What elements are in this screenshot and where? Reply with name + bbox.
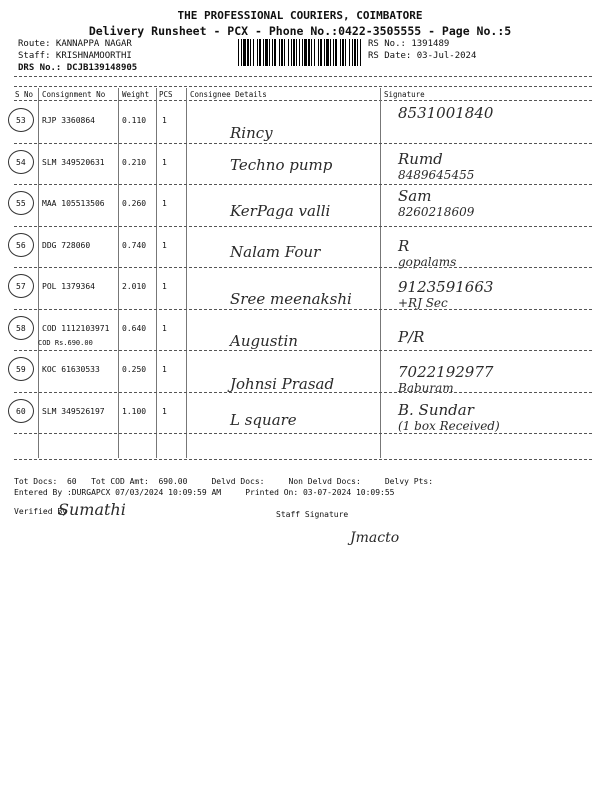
weight: 2.010: [122, 282, 147, 291]
signature-handwritten: Rumd: [398, 149, 443, 168]
weight: 0.110: [122, 116, 147, 125]
rs-date: RS Date: 03-Jul-2024: [368, 51, 477, 61]
consignment-no: SLM 349526197: [42, 406, 105, 416]
consignment-no: MAA 105513506: [42, 199, 105, 208]
sno: 54: [16, 157, 26, 167]
totals-line: Tot Docs: 60 Tot COD Amt: 690.00 Delvd Docs: Non Delvd Docs: Delvy Pts:: [14, 477, 434, 486]
pcs: 1: [162, 157, 167, 167]
company-title: THE PROFESSIONAL COURIERS, COIMBATORE: [177, 9, 423, 22]
signature-handwritten: Sam: [398, 187, 432, 205]
sno: 58: [16, 323, 26, 333]
signature-extra: (1 box Received): [398, 418, 500, 433]
col-signature: Signature: [384, 90, 425, 99]
pcs: 1: [162, 116, 167, 125]
consignee-handwritten: Augustin: [230, 331, 298, 350]
route-label: Route: KANNAPPA NAGAR: [18, 39, 132, 49]
col-consignee: Consignee Details: [190, 90, 267, 99]
pcs: 1: [162, 240, 167, 250]
weight: 0.210: [122, 157, 147, 167]
drs-number: DRS No.: DCJB139148905: [18, 63, 138, 73]
staff-signature: Jmacto: [350, 530, 400, 546]
signature-extra: gopalams: [398, 254, 457, 269]
pcs: 1: [162, 323, 167, 333]
signature-extra: 8260218609: [398, 205, 475, 219]
consignment-no: RJP 3360864: [42, 116, 95, 125]
col-consignment: Consignment No: [42, 90, 106, 99]
signature-extra: +RJ Sec: [398, 296, 448, 310]
consignee-handwritten: L square: [230, 410, 297, 429]
col-weight: Weight: [122, 90, 150, 99]
pcs: 1: [162, 365, 167, 374]
consignee-handwritten: Sree meenakshi: [230, 290, 352, 308]
weight: 0.740: [122, 240, 147, 250]
signature-handwritten: 7022192977: [398, 363, 494, 381]
consignee-handwritten: Johnsi Prasad: [230, 375, 335, 393]
signature-handwritten: R: [398, 236, 410, 255]
runsheet-title: Delivery Runsheet - PCX - Phone No.:0422-3505555 - Page No.:5: [88, 24, 512, 38]
consignment-no: SLM 349520631: [42, 157, 105, 167]
signature-extra: 8489645455: [398, 167, 475, 182]
sno: 55: [16, 199, 26, 208]
consignee-handwritten: Techno pump: [230, 155, 333, 174]
consignment-no: KOC 61630533: [42, 365, 100, 374]
staff-label: Staff: KRISHNAMOORTHI: [18, 51, 132, 61]
pcs: 1: [162, 406, 167, 416]
cod-amount: COD Rs.690.00: [38, 338, 93, 347]
sno: 57: [16, 282, 26, 291]
signature-handwritten: B. Sundar: [398, 400, 474, 419]
verified-by-label: Verified By: [14, 507, 67, 516]
signature-extra: Baburam: [398, 381, 454, 395]
consignee-handwritten: KerPaga valli: [230, 202, 331, 220]
consignment-no: DDG 728060: [42, 240, 91, 250]
weight: 0.260: [122, 199, 147, 208]
weight: 0.250: [122, 365, 147, 374]
rs-number: RS No.: 1391489: [368, 39, 450, 49]
verified-signature: Sumathi: [58, 500, 126, 519]
consignment-no: COD 1112103971: [42, 323, 110, 333]
consignee-handwritten: Rincy: [230, 124, 273, 142]
staff-signature-label: Staff Signature: [276, 510, 349, 519]
sno: 59: [16, 365, 26, 374]
consignment-no: POL 1379364: [42, 282, 95, 291]
consignee-handwritten: Nalam Four: [230, 242, 321, 261]
weight: 1.100: [122, 406, 147, 416]
sno: 53: [16, 116, 26, 125]
signature-handwritten: P/R: [398, 327, 425, 346]
col-sno: S No: [15, 90, 34, 99]
entered-line: Entered By :DURGAPCX 07/03/2024 10:09:59 AM Printed On: 03-07-2024 10:09:55: [14, 488, 395, 497]
weight: 0.640: [122, 323, 147, 333]
col-pcs: PCS: [159, 90, 173, 99]
signature-handwritten: 8531001840: [398, 104, 494, 122]
signature-handwritten: 9123591663: [398, 278, 494, 296]
barcode: [238, 39, 362, 66]
sno: 56: [16, 240, 26, 250]
sno: 60: [16, 406, 26, 416]
pcs: 1: [162, 199, 167, 208]
pcs: 1: [162, 282, 167, 291]
